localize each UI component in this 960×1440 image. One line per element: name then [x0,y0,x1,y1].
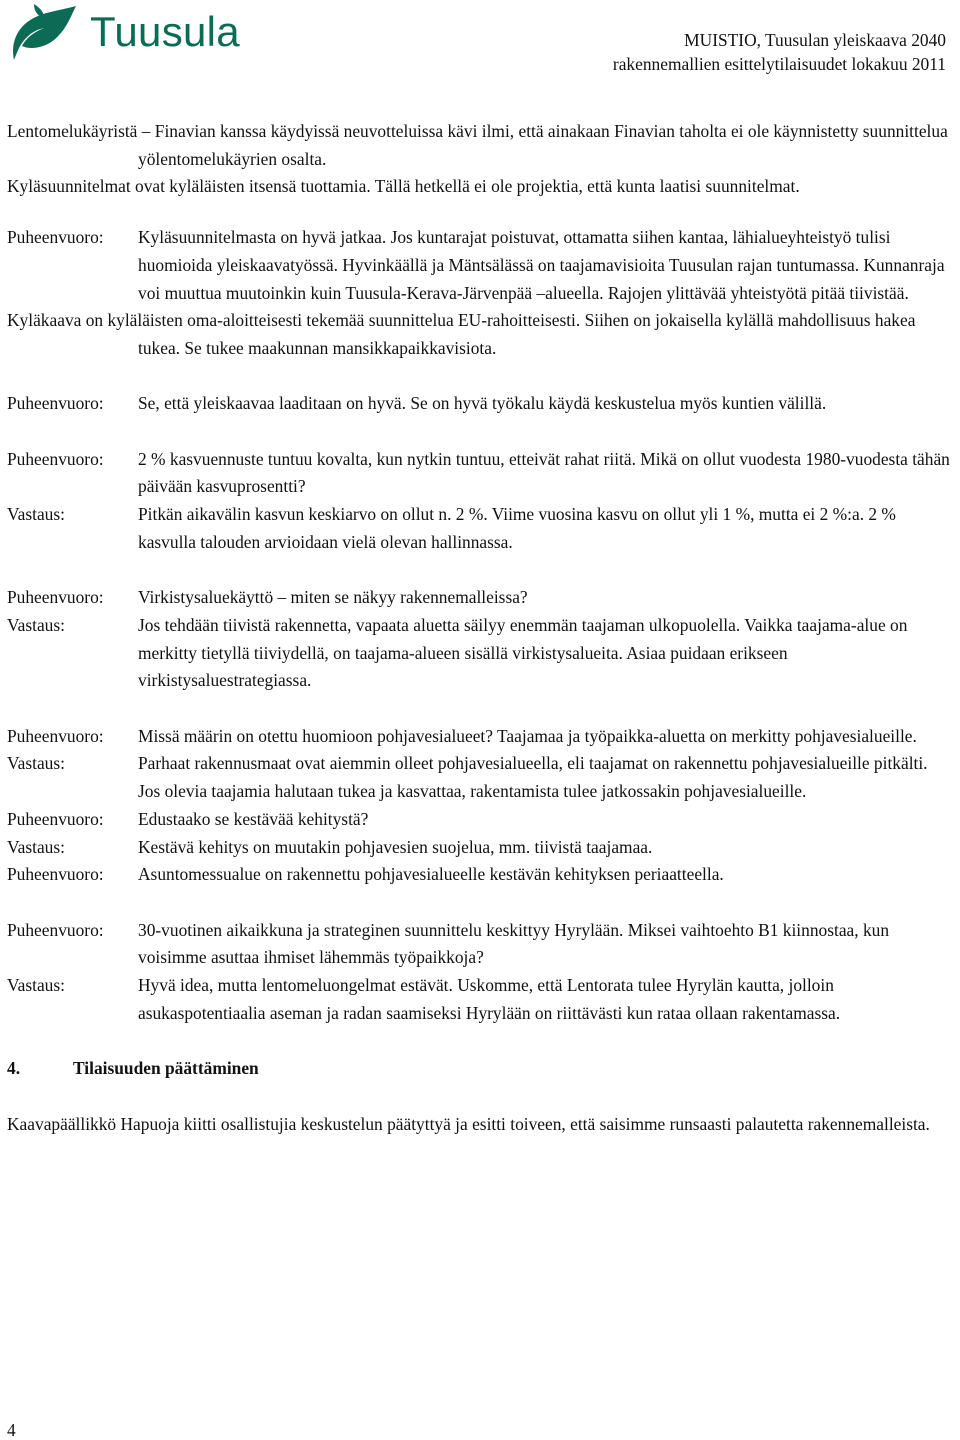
entry-text: Asuntomessualue on rakennettu pohjavesialueelle kestävän kehityksen periaatteella. [138,864,724,885]
speaker-label: Puheenvuoro: [7,919,104,940]
answer-text: Jos tehdään tiivistä rakennetta, vapaata aluetta säilyy enemmän taajaman ulkopuolella. Vaikka taajama-alue on merkitty tietyllä tiiviydellä, on taajama-alueen sisällä virkistysalueita. Asiaa puidaan erikseen virkistysaluestrategiassa. [138,614,908,691]
answer-label: Vastaus: [7,836,65,857]
discussion-entry [7,446,952,501]
speaker-label: Puheenvuoro: [7,393,104,414]
paragraph-lentomelu: Lentomelukäyristä – Finavian kanssa käydyissä neuvotteluissa kävi ilmi, että ainakaan Finavian taholta ei ole käynnistetty suunnittelua yölentomelukäyrien osalta. [7,121,948,169]
answer-entry [7,501,952,556]
header-subtitle: rakennemallien esittelytilaisuudet lokakuu 2011 [612,54,946,74]
discussion-entry [7,224,952,307]
document-header [613,28,946,76]
answer-text: Kestävä kehitys on muutakin pohjavesien suojelua, mm. tiivistä taajamaa. [138,836,653,857]
answer-label: Vastaus: [7,975,65,996]
entry-text: Se, että yleiskaavaa laaditaan on hyvä. Se on hyvä työkalu käydä keskustelua myös kuntien välillä. [138,393,827,414]
section-title: Tilaisuuden päättäminen [73,1058,259,1079]
tuusula-logo [4,2,304,66]
section-heading [7,1055,952,1083]
document-body [7,118,952,1138]
header-title: MUISTIO, Tuusulan yleiskaava 2040 [684,30,946,50]
answer-label: Vastaus: [7,504,65,525]
discussion-entry [7,584,952,612]
speaker-label: Puheenvuoro: [7,808,104,829]
tuusula-leaf-logo-icon [4,2,88,64]
answer-entry [7,612,952,695]
section-number: 4. [7,1058,21,1079]
answer-text: Hyvä idea, mutta lentomeluongelmat estävät. Uskomme, että Lentorata tulee Hyrylän kautta, jolloin asukaspotentiaalia aseman ja radan saamiseksi Hyrylään on riittävästi kun rataa ollaan rakentamassa. [138,975,841,1023]
entry-text: Edustaako se kestävää kehitystä? [138,808,369,829]
speaker-label: Puheenvuoro: [7,448,104,469]
speaker-label: Puheenvuoro: [7,725,104,746]
discussion-entry [7,723,952,751]
paragraph-kylasuunnitelmat: Kyläsuunnitelmat ovat kyläläisten itsensä tuottamia. Tällä hetkellä ei ole projektia, että kunta laatisi suunnitelmat. [7,176,800,197]
discussion-entry [7,917,952,972]
answer-entry [7,834,952,862]
answer-entry [7,972,952,1027]
logo-text: Tuusula [90,8,240,55]
entry-text: 2 % kasvuennuste tuntuu kovalta, kun nytkin tuntuu, etteivät rahat riitä. Mikä on ollut vuodesta 1980-vuodesta tähän päivään kasvuprosentti? [138,448,950,497]
answer-label: Vastaus: [7,614,65,635]
entry-text: Missä määrin on otettu huomioon pohjavesialueet? Taajamaa ja työpaikka-aluetta on merkitty pohjavesialueille. [138,725,917,746]
discussion-entry [7,861,952,889]
entry-text: Kyläsuunnitelmasta on hyvä jatkaa. Jos kuntarajat poistuvat, ottamatta siihen kantaa, lähialueyhteistyö tulisi huomioida yleiskaavatyössä. Hyvinkäällä ja Mäntsälässä on taajamavisioita Tuusulan rajan tuntumassa. Kunnanraja voi muuttua muutoinkin kuin Tuusula-Kerava-Järvenpää –alueella. Rajojen ylittävää yhteistyötä pitää tiivistää. [138,227,945,303]
speaker-label: Puheenvuoro: [7,587,104,608]
answer-label: Vastaus: [7,753,65,774]
closing-paragraph: Kaavapäällikkö Hapuoja kiitti osallistujia keskustelun päätyttyä ja esitti toiveen, että saisimme runsaasti palautetta rakennemalleista. [7,1113,930,1134]
discussion-entry [7,806,952,834]
entry-text: 30-vuotinen aikaikkuna ja strateginen suunnittelu keskittyy Hyrylään. Miksei vaihtoehto B1 kiinnostaa, kun voisimme asuttaa ihmiset lähemmäs työpaikkoja? [138,919,890,968]
discussion-entry [7,390,952,418]
entry-text: Virkistysaluekäyttö – miten se näkyy rakennemalleissa? [138,587,528,608]
page-number: 4 [7,1420,16,1440]
answer-entry [7,750,952,805]
speaker-label: Puheenvuoro: [7,864,104,885]
speaker-label: Puheenvuoro: [7,227,104,248]
answer-text: Parhaat rakennusmaat ovat aiemmin olleet pohjavesialueella, eli taajamat on rakennettu pohjavesialueille pitkälti. Jos olevia taajamia halutaan tukea ja kasvattaa, rakentamista tulee jatkossakin pohjavesialueille. [138,753,928,802]
paragraph-kylakaava: Kyläkaava on kyläläisten oma-aloitteisesti tekemää suunnittelua EU-rahoitteisesti. Siihen on jokaisella kylällä mahdollisuus hakea tukea. Se tukee maakunnan mansikkapaikkavisiota. [7,310,916,358]
answer-text: Pitkän aikavälin kasvun keskiarvo on ollut n. 2 %. Viime vuosina kasvu on ollut yli 1 %, mutta ei 2 %:a. 2 % kasvulla talouden arvioidaan vielä olevan hallinnassa. [138,504,896,552]
